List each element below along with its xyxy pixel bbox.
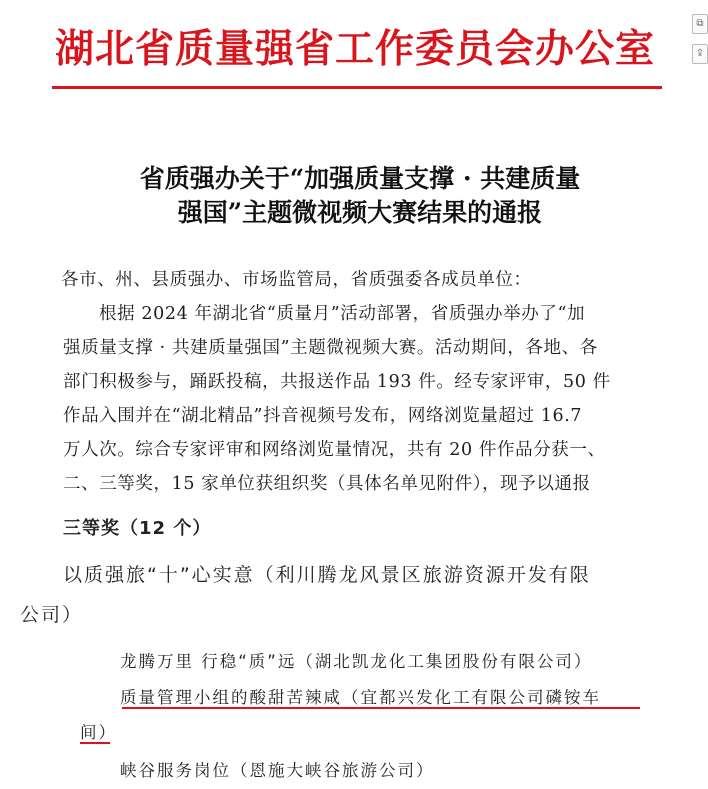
body-line: 部门积极参与，踊跃投稿，共报送作品 193 件。经专家评审，50 件 [63, 372, 611, 392]
letterhead-title: 湖北省质量强省工作委员会办公室 [54, 26, 655, 72]
letterhead-red-rule [52, 86, 662, 89]
body-line: 根据 2024 年湖北省“质量月”活动部署，省质强办举办了“加 [99, 304, 586, 324]
salutation: 各市、州、县质强办、市场监管局，省质强委各成员单位： [61, 270, 532, 290]
notice-title-line-2: 强国”主题微视频大赛结果的通报 [177, 198, 543, 227]
red-underline [122, 707, 640, 709]
red-underline [80, 742, 110, 744]
award-item-3-line-1: 质量管理小组的酸甜苦辣咸（宜都兴发化工有限公司磷铵车 [120, 688, 601, 707]
award-list-section [0, 500, 708, 789]
award-item-3-line-2: 间） [80, 723, 117, 742]
award-heading: 三等奖（12 个） [63, 518, 212, 539]
share-icon[interactable]: ⇪ [692, 44, 708, 64]
award-item-2: 龙腾万里 行稳“质”远（湖北凯龙化工集团股份有限公司） [120, 652, 593, 671]
copy-icon[interactable]: ⧉ [692, 14, 708, 34]
body-line: 作品入围并在“湖北精品”抖音视频号发布，网络浏览量超过 16.7 [63, 406, 583, 426]
body-line: 万人次。综合专家评审和网络浏览量情况，共有 20 件作品分获一、 [63, 440, 606, 460]
award-item-4: 峡谷服务岗位（恩施大峡谷旅游公司） [120, 761, 435, 780]
body-line: 二、三等奖，15 家单位获组织奖（具体名单见附件），现予以通报 [63, 474, 591, 494]
notice-body [63, 263, 659, 501]
notice-title-line-1: 省质强办关于“加强质量支撑 · 共建质量 [139, 164, 581, 193]
award-item-1-line-1: 以质强旅“十”心实意（利川腾龙风景区旅游资源开发有限 [63, 564, 591, 586]
side-toolbar [692, 14, 708, 74]
notice-title [60, 162, 660, 230]
body-line: 强质量支撑 · 共建质量强国”主题微视频大赛。活动期间，各地、各 [63, 338, 598, 358]
award-item-1-line-2: 公司） [20, 604, 84, 626]
